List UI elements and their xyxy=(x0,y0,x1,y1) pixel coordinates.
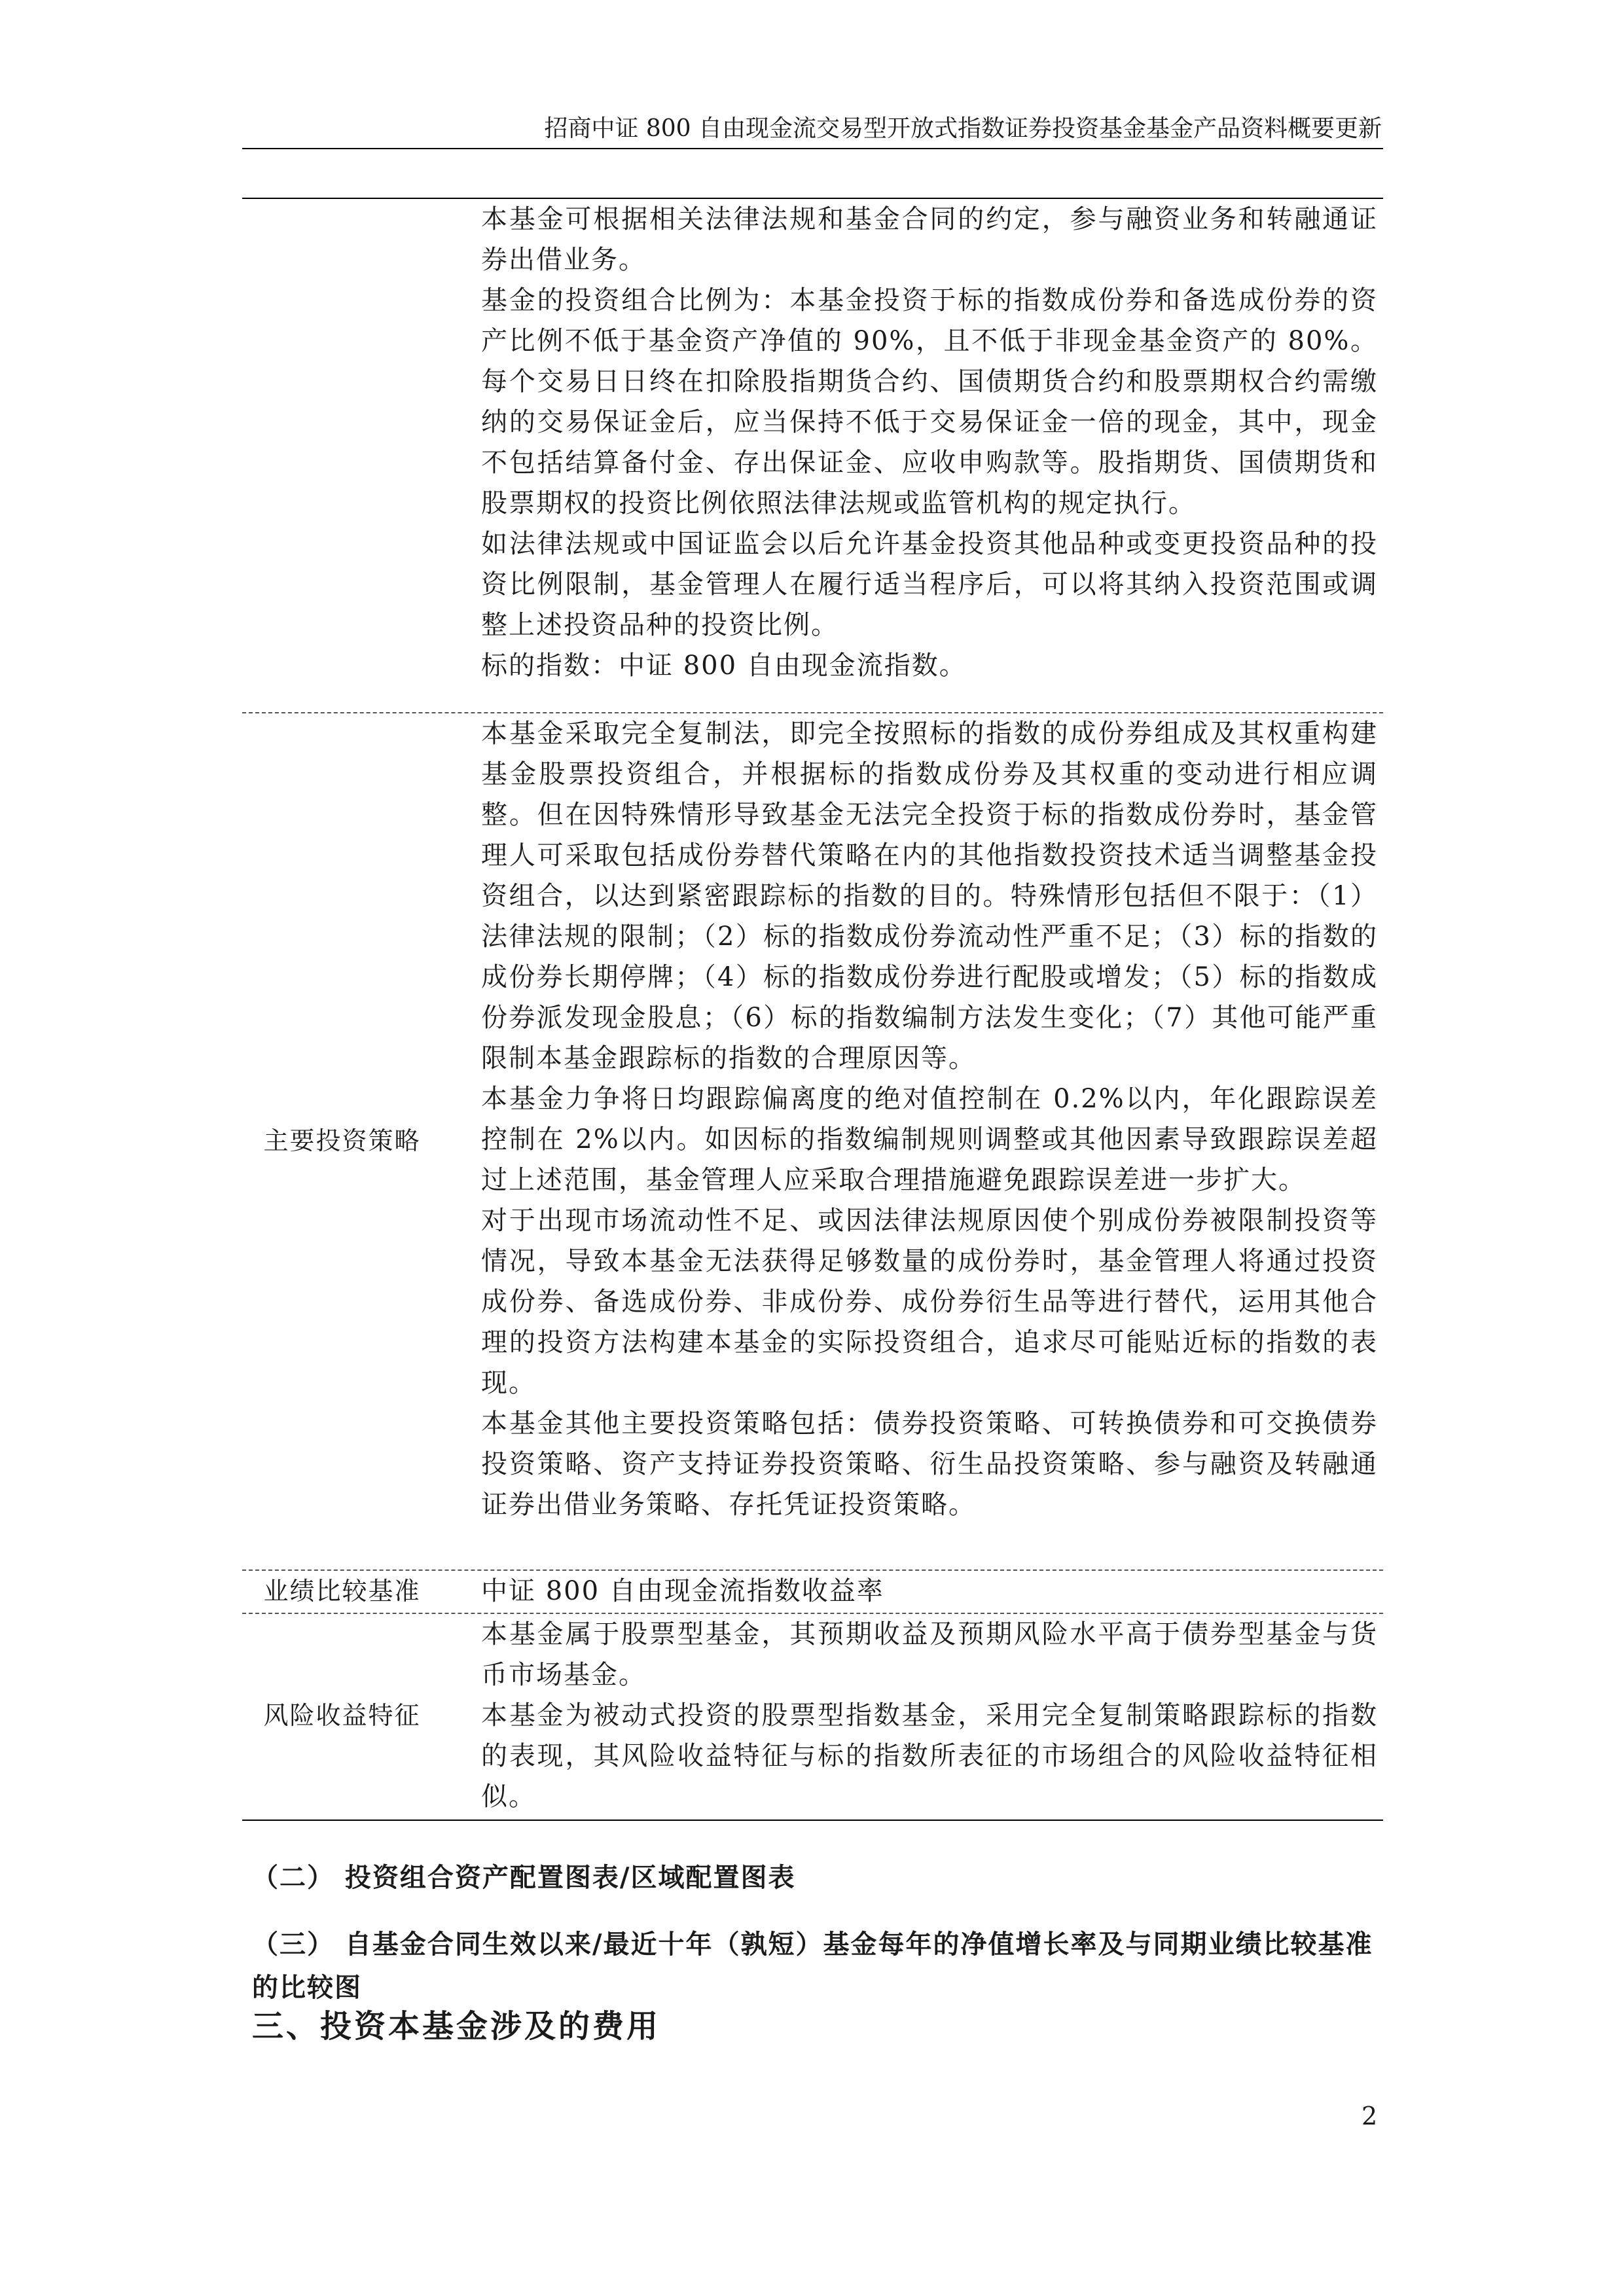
paragraph: 如法律法规或中国证监会以后允许基金投资其他品种或变更投资品种的投资比例限制，基金管理人在履行适当程序后，可以将其纳入投资范围或调整上述投资品种的投资比例。 xyxy=(481,529,1378,640)
table-row-investment-scope-content xyxy=(481,199,1378,686)
section-heading-performance-comparison: （三） 自基金合同生效以来/最近十年（孰短）基金每年的净值增长率及与同期业绩比较基准的比较图 xyxy=(252,1929,1373,2003)
paragraph: 本基金其他主要投资策略包括：债券投资策略、可转换债券和可交换债券投资策略、资产支持证券投资策略、衍生品投资策略、参与融资及转融通证券出借业务策略、存托凭证投资策略。 xyxy=(481,1408,1378,1520)
row-label-risk-return: 风险收益特征 xyxy=(263,1701,421,1730)
table-bottom-rule xyxy=(242,1820,1383,1821)
paragraph: 基金的投资组合比例为：本基金投资于标的指数成份券和备选成份券的资产比例不低于基金资产净值的 90%，且不低于非现金基金资产的 80%。每个交易日日终在扣除股指期货合约、国债期货合约和股票期权合约需缴纳的交易保证金后，应当保持不低于交易保证金一倍的现金，其中，现金不包括结算备付金、存出保证金、应收申购款等。股指期货、国债期货和股票期权的投资比例依照法律法规或监管机构的规定执行。 xyxy=(481,285,1378,518)
paragraph: 本基金为被动式投资的股票型指数基金，采用完全复制策略跟踪标的指数的表现，其风险收益特征与标的指数所表征的市场组合的风险收益特征相似。 xyxy=(481,1700,1378,1812)
table-row-benchmark-content xyxy=(481,1571,1378,1611)
paragraph: 本基金属于股票型基金，其预期收益及预期风险水平高于债券型基金与货币市场基金。 xyxy=(481,1619,1378,1690)
paragraph: 本基金力争将日均跟踪偏离度的绝对值控制在 0.2%以内，年化跟踪误差控制在 2%以内。如因标的指数编制规则调整或其他因素导致跟踪误差超过上述范围，基金管理人应采取合理措施避免跟踪误差进一步扩大。 xyxy=(481,1084,1378,1195)
header-rule xyxy=(242,148,1383,149)
section-heading-fees: 三、投资本基金涉及的费用 xyxy=(252,2008,661,2045)
document-header-title: 招商中证 800 自由现金流交易型开放式指数证券投资基金基金产品资料概要更新 xyxy=(544,115,1382,142)
paragraph: 本基金采取完全复制法，即完全按照标的指数的成份券组成及其权重构建基金股票投资组合，并根据标的指数成份券及其权重的变动进行相应调整。但在因特殊情形导致基金无法完全投资于标的指数成份券时，基金管理人可采取包括成份券替代策略在内的其他指数投资技术适当调整基金投资组合，以达到紧密跟踪标的指数的目的。特殊情形包括但不限于：（1）法律法规的限制；（2）标的指数成份券流动性严重不足；（3）标的指数的成份券长期停牌；（4）标的指数成份券进行配股或增发；（5）标的指数成份券派发现金股息；（6）标的指数编制方法发生变化；（7）其他可能严重限制本基金跟踪标的指数的合理原因等。 xyxy=(481,719,1378,1073)
page-number: 2 xyxy=(1362,2102,1378,2130)
row-label-investment-strategy: 主要投资策略 xyxy=(263,1126,421,1155)
paragraph: 本基金可根据相关法律法规和基金合同的约定，参与融资业务和转融通证券出借业务。 xyxy=(481,204,1378,275)
table-row-risk-return-content xyxy=(481,1614,1378,1817)
paragraph: 标的指数：中证 800 自由现金流指数。 xyxy=(481,651,967,681)
section-heading-asset-allocation: （二） 投资组合资产配置图表/区域配置图表 xyxy=(252,1862,796,1893)
paragraph: 对于出现市场流动性不足、或因法律法规原因使个别成份券被限制投资等情况，导致本基金无法获得足够数量的成份券时，基金管理人将通过投资成份券、备选成份券、非成份券、成份券衍生品等进行替代，运用其他合理的投资方法构建本基金的实际投资组合，追求尽可能贴近标的指数的表现。 xyxy=(481,1206,1378,1398)
row-label-benchmark: 业绩比较基准 xyxy=(263,1577,421,1605)
table-row-investment-strategy-content xyxy=(481,713,1378,1525)
paragraph: 中证 800 自由现金流指数收益率 xyxy=(481,1576,884,1606)
